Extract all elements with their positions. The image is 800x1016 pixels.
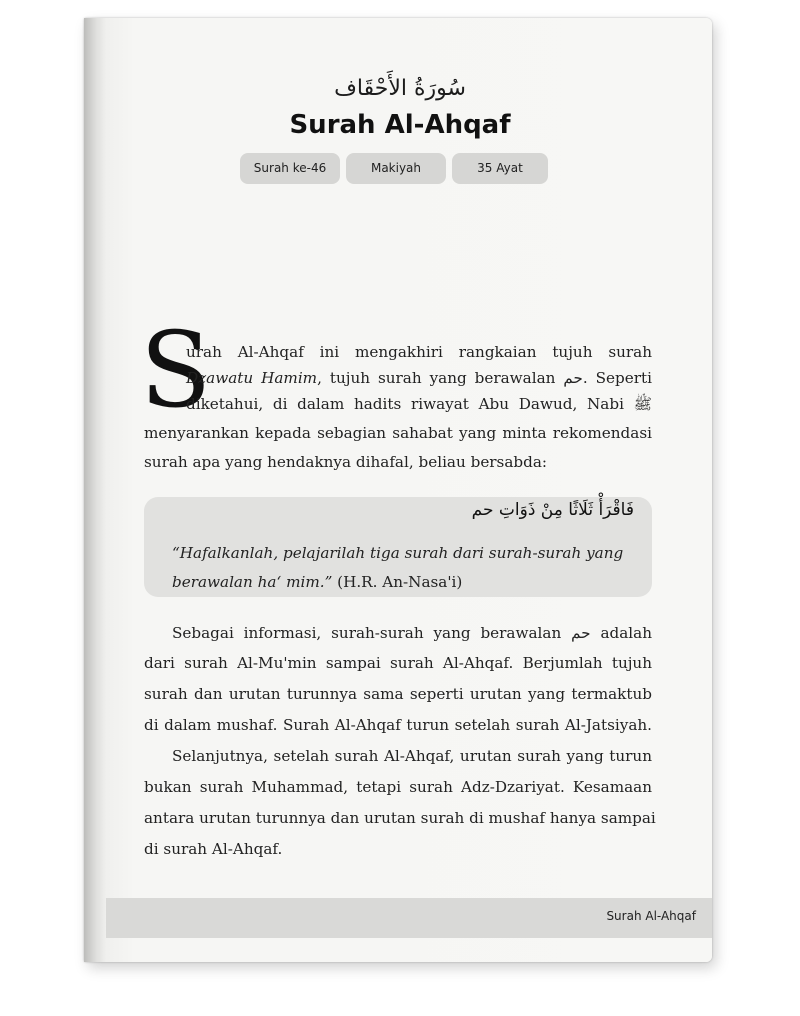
hadith-arabic-text: فَاقْرَأْ ثَلَاثًا مِنْ ذَوَاتِ حم — [471, 500, 634, 520]
intro-line: surah apa yang hendaknya dihafal, beliau bersabda: — [144, 453, 548, 471]
paragraph-line: Selanjutnya, setelah surah Al-Ahqaf, urutan surah yang turun — [172, 747, 652, 765]
page-title: Surah Al-Ahqaf — [289, 110, 511, 140]
badge-surah-number: Surah ke-46 — [240, 153, 340, 184]
paragraph-line: Sebagai informasi, surah-surah yang berawalan حم adalah — [172, 624, 652, 642]
badge-revelation-type: Makiyah — [346, 153, 446, 184]
intro-line: urah Al-Ahqaf ini mengakhiri rangkaian tujuh surah — [186, 343, 652, 361]
surah-info-badges — [240, 153, 548, 184]
intro-line: diketahui, di dalam hadits riwayat Abu Dawud, Nabi ﷺ — [186, 395, 652, 413]
hadith-translation-text: berawalan ha‘ mim.” — [172, 573, 333, 591]
paragraph-line: surah dan urutan turunnya sama seperti urutan yang termaktub — [144, 685, 652, 703]
paragraph-line: dari surah Al-Mu'min sampai surah Al-Ahqaf. Berjumlah tujuh — [144, 654, 652, 672]
paragraph-line: di surah Al-Ahqaf. — [144, 840, 283, 858]
page-spine-shadow — [84, 18, 106, 962]
paragraph-line: di dalam mushaf. Surah Al-Ahqaf turun setelah surah Al-Jatsiyah. — [144, 716, 652, 734]
arabic-surah-title: سُورَةُ الأَحْقَاف — [334, 76, 466, 101]
paragraph-line: antara urutan turunnya dan urutan surah di mushaf hanya sampai — [144, 809, 656, 827]
intro-line: menyarankan kepada sebagian sahabat yang minta rekomendasi — [144, 424, 652, 442]
running-footer-title: Surah Al-Ahqaf — [606, 909, 696, 923]
hadith-reference: (H.R. An-Nasa'i) — [332, 573, 463, 591]
hadith-translation-line — [172, 572, 462, 592]
hadith-translation-line: “Hafalkanlah, pelajarilah tiga surah dari surah-surah yang — [172, 544, 624, 562]
badge-verse-count: 35 Ayat — [452, 153, 548, 184]
intro-line: Dzawatu Hamim, tujuh surah yang berawalan حم. Seperti — [186, 369, 652, 387]
paragraph-line: bukan surah Muhammad, tetapi surah Adz-Dzariyat. Kesamaan — [144, 778, 652, 796]
drop-cap: S — [140, 309, 212, 431]
